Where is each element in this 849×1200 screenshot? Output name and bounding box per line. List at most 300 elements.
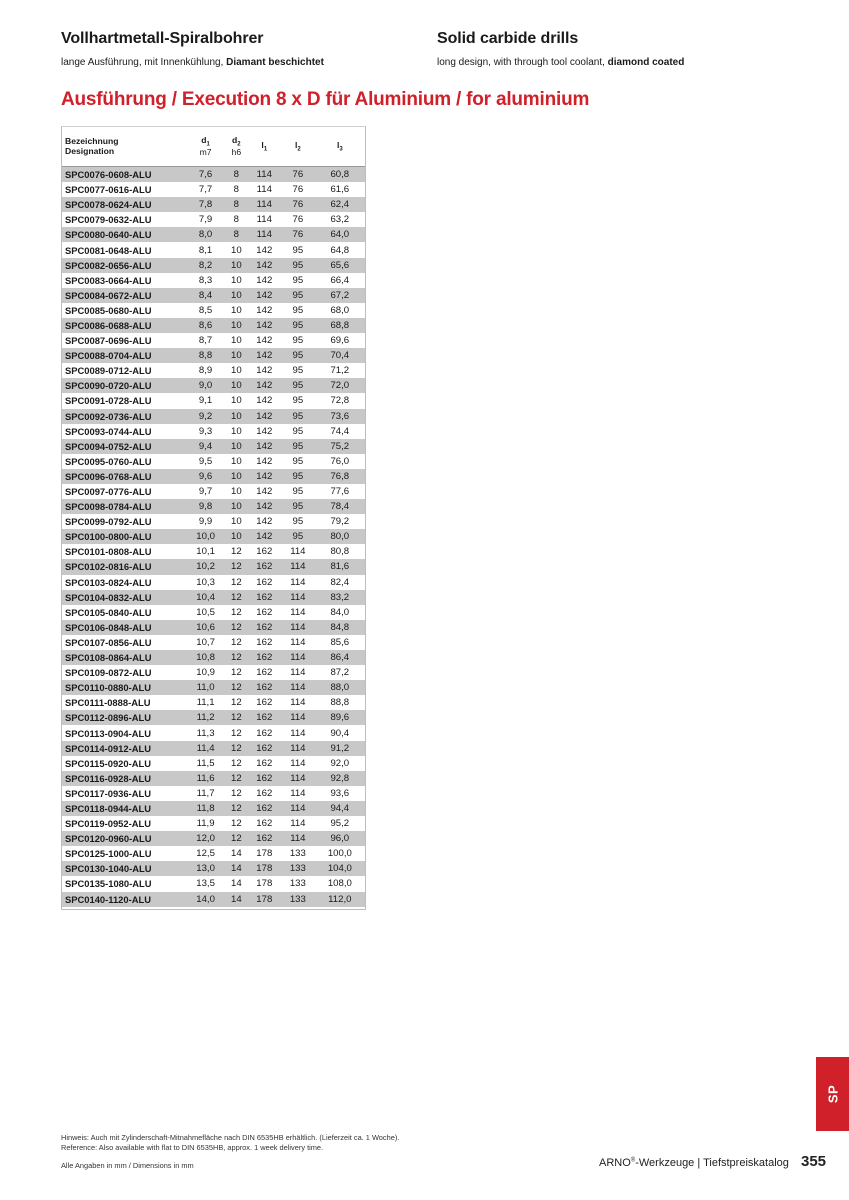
cell-l1: 142 — [256, 335, 273, 347]
cell-d1: 9,4 — [186, 439, 225, 454]
table-body — [61, 167, 365, 907]
table-row — [61, 695, 365, 710]
cell-l2: 76 — [292, 214, 304, 226]
cell-l2: 114 — [290, 576, 306, 588]
cell-d2: 10 — [231, 365, 242, 377]
cell-d1: 8,1 — [198, 244, 213, 256]
cell-designation: SPC0084-0672-ALU — [61, 288, 186, 303]
cell-l3: 81,6 — [315, 559, 365, 574]
cell-d2: 10 — [225, 439, 247, 454]
cell-designation: SPC0080-0640-ALU — [61, 227, 186, 242]
cell-l1: 142 — [248, 318, 282, 333]
cell-l1: 142 — [248, 499, 282, 514]
cell-designation: SPC0087-0696-ALU — [65, 335, 152, 347]
cell-designation: SPC0112-0896-ALU — [61, 710, 186, 725]
cell-designation: SPC0090-0720-ALU — [61, 378, 186, 393]
cell-l1: 142 — [248, 439, 282, 454]
cell-l2: 95 — [281, 318, 315, 333]
table-row — [61, 333, 365, 348]
cell-d1: 8,0 — [186, 227, 225, 242]
cell-l1: 142 — [256, 455, 273, 467]
cell-designation: SPC0115-0920-ALU — [65, 757, 151, 769]
cell-d1: 7,9 — [198, 214, 213, 226]
cell-d2: 12 — [225, 710, 247, 725]
cell-l3: 68,0 — [330, 304, 350, 316]
cell-designation: SPC0093-0744-ALU — [65, 425, 152, 437]
table-row — [61, 876, 365, 891]
table-row — [61, 197, 365, 212]
table-row — [61, 529, 365, 544]
cell-d2: 12 — [225, 650, 247, 665]
footer-note-de: Hinweis: Auch mit Zylinderschaft-Mitnahmefläche nach DIN 6535HB erhältlich. (Lieferzeit ca. 1 Woche). — [61, 1133, 400, 1142]
cell-designation: SPC0096-0768-ALU — [61, 469, 186, 484]
col-d2-tol: h6 — [231, 147, 242, 158]
cell-l1: 162 — [248, 710, 282, 725]
subtitle-de-plain: lange Ausführung, mit Innenkühlung, — [61, 57, 227, 68]
cell-d1: 7,8 — [186, 197, 225, 212]
cell-l3: 89,6 — [315, 710, 365, 725]
table-row — [61, 167, 365, 183]
title-en: Solid carbide drills — [437, 30, 579, 47]
cell-d2: 10 — [225, 409, 247, 424]
cell-l2: 95 — [281, 499, 315, 514]
cell-l3: 91,2 — [315, 741, 365, 756]
cell-l3: 60,8 — [315, 167, 365, 183]
cell-l2: 95 — [281, 258, 315, 273]
cell-l2: 114 — [290, 818, 306, 830]
table-row — [61, 409, 365, 424]
cell-d2: 12 — [231, 757, 242, 769]
cell-l3: 74,4 — [330, 425, 350, 437]
cell-d1: 10,7 — [196, 636, 215, 648]
cell-l3: 77,6 — [330, 486, 350, 498]
cell-l2: 114 — [281, 680, 315, 695]
table-row — [61, 846, 365, 861]
cell-designation: SPC0114-0912-ALU — [61, 741, 186, 756]
table-row — [61, 710, 365, 725]
cell-l3: 88,8 — [330, 697, 350, 709]
col-l2-label: l — [294, 139, 298, 150]
table-row — [61, 590, 365, 605]
cell-l2: 114 — [290, 667, 306, 679]
cell-l2: 95 — [281, 529, 315, 544]
cell-l3: 76,8 — [315, 469, 365, 484]
table-row — [61, 424, 365, 439]
cell-designation: SPC0108-0864-ALU — [61, 650, 186, 665]
col-d2 — [225, 126, 247, 167]
cell-l2: 95 — [292, 486, 304, 498]
brand-name: ARNO — [599, 1157, 631, 1169]
cell-l1: 162 — [256, 546, 273, 558]
cell-l1: 142 — [248, 409, 282, 424]
cell-l1: 162 — [248, 680, 282, 695]
cell-l3: 64,8 — [330, 244, 350, 256]
cell-l1: 142 — [256, 395, 273, 407]
cell-l1: 162 — [248, 771, 282, 786]
cell-d2: 12 — [231, 818, 242, 830]
cell-l2: 95 — [292, 395, 304, 407]
cell-designation: SPC0099-0792-ALU — [65, 516, 152, 528]
cell-d1: 13,5 — [196, 878, 215, 890]
cell-l3: 79,2 — [330, 516, 350, 528]
col-designation-de: Bezeichnung — [65, 136, 119, 146]
table-row — [61, 318, 365, 333]
cell-d2: 8 — [225, 227, 247, 242]
cell-designation: SPC0135-1080-ALU — [65, 878, 152, 890]
cell-d1: 11,7 — [196, 787, 215, 799]
cell-l3: 64,0 — [315, 227, 365, 242]
cell-d1: 9,8 — [186, 499, 225, 514]
cell-d2: 12 — [231, 606, 242, 618]
cell-l3: 70,4 — [315, 348, 365, 363]
cell-designation: SPC0091-0728-ALU — [65, 395, 152, 407]
cell-designation: SPC0100-0800-ALU — [61, 529, 186, 544]
cell-designation: SPC0140-1120-ALU — [61, 892, 186, 907]
cell-l2: 114 — [281, 710, 315, 725]
cell-l1: 162 — [248, 741, 282, 756]
cell-d1: 8,3 — [198, 274, 213, 286]
cell-l3: 94,4 — [315, 801, 365, 816]
cell-l3: 96,0 — [315, 831, 365, 846]
col-d1-label: d — [201, 134, 207, 145]
subtitle-en-bold: diamond coated — [607, 57, 685, 68]
cell-l1: 178 — [256, 878, 273, 890]
cell-d1: 7,6 — [186, 167, 225, 183]
cell-l1: 178 — [248, 861, 282, 876]
cell-d1: 9,0 — [186, 378, 225, 393]
cell-d1: 9,7 — [198, 486, 213, 498]
cell-d2: 14 — [225, 861, 247, 876]
cell-l2: 114 — [290, 606, 306, 618]
col-d1-sub: 1 — [206, 141, 210, 148]
cell-d1: 10,4 — [186, 590, 225, 605]
cell-l2: 133 — [281, 861, 315, 876]
cell-l3: 84,8 — [315, 620, 365, 635]
cell-d2: 10 — [231, 395, 242, 407]
table-row — [61, 575, 365, 590]
table-row — [61, 831, 365, 846]
cell-l1: 142 — [256, 274, 273, 286]
cell-l3: 68,8 — [315, 318, 365, 333]
cell-l3: 100,0 — [327, 848, 352, 860]
cell-l3: 61,6 — [330, 184, 350, 196]
col-l1-label: l — [261, 139, 264, 150]
cell-designation: SPC0119-0952-ALU — [65, 818, 151, 830]
cell-l1: 142 — [256, 365, 273, 377]
col-l3-sub: 3 — [339, 146, 343, 153]
cell-l3: 73,6 — [315, 409, 365, 424]
table-row — [61, 348, 365, 363]
cell-l1: 142 — [256, 486, 273, 498]
cell-designation: SPC0081-0648-ALU — [65, 244, 152, 256]
cell-l2: 95 — [281, 409, 315, 424]
cell-d1: 8,2 — [186, 258, 225, 273]
cell-d2: 10 — [231, 455, 242, 467]
cell-l1: 162 — [248, 590, 282, 605]
table-row — [61, 514, 365, 529]
cell-l2: 95 — [292, 455, 304, 467]
footer-note-en: Reference: Also available with flat to DIN 6535HB, approx. 1 week delivery time. — [61, 1143, 324, 1152]
cell-d1: 11,6 — [186, 771, 225, 786]
section-tab-label: SP — [825, 1084, 840, 1104]
cell-d2: 14 — [231, 878, 242, 890]
col-designation — [61, 126, 186, 167]
cell-designation: SPC0105-0840-ALU — [65, 606, 152, 618]
cell-d2: 8 — [233, 214, 239, 226]
cell-d1: 9,5 — [198, 455, 213, 467]
table-row — [61, 861, 365, 876]
cell-l2: 95 — [292, 516, 304, 528]
cell-l2: 114 — [290, 546, 306, 558]
cell-d2: 10 — [225, 348, 247, 363]
cell-designation: SPC0116-0928-ALU — [61, 771, 186, 786]
cell-d2: 10 — [225, 529, 247, 544]
cell-l2: 114 — [281, 741, 315, 756]
cell-d1: 14,0 — [186, 892, 225, 907]
col-d1-tol: m7 — [199, 147, 212, 158]
table-row — [61, 756, 365, 771]
cell-l1: 142 — [248, 288, 282, 303]
cell-d2: 12 — [225, 801, 247, 816]
cell-l3: 112,0 — [315, 892, 365, 907]
cell-l3: 90,4 — [330, 727, 350, 739]
brand-catalog: -Werkzeuge | Tiefstpreiskatalog — [635, 1157, 789, 1169]
cell-designation: SPC0095-0760-ALU — [65, 455, 152, 467]
subtitle-en — [437, 57, 684, 68]
table-row — [61, 242, 365, 257]
cell-l1: 142 — [248, 348, 282, 363]
col-l1 — [248, 126, 282, 167]
cell-d2: 10 — [225, 378, 247, 393]
cell-designation: SPC0101-0808-ALU — [65, 546, 152, 558]
table-row — [61, 620, 365, 635]
cell-l1: 142 — [248, 258, 282, 273]
product-table — [61, 126, 365, 907]
section-tab-sp[interactable] — [816, 1057, 849, 1131]
cell-designation: SPC0113-0904-ALU — [65, 727, 151, 739]
cell-l3: 108,0 — [327, 878, 352, 890]
col-l1-sub: 1 — [263, 146, 268, 153]
cell-l1: 162 — [248, 650, 282, 665]
col-d2-label: d — [232, 134, 238, 145]
cell-l2: 114 — [290, 727, 306, 739]
cell-designation: SPC0085-0680-ALU — [65, 304, 152, 316]
cell-d2: 12 — [231, 667, 242, 679]
cell-l3: 67,2 — [315, 288, 365, 303]
cell-d2: 10 — [231, 486, 242, 498]
cell-d1: 11,5 — [196, 757, 215, 769]
cell-l2: 95 — [281, 439, 315, 454]
cell-l1: 114 — [248, 197, 282, 212]
cell-d2: 12 — [225, 680, 247, 695]
cell-d2: 10 — [231, 304, 242, 316]
cell-l1: 162 — [256, 606, 273, 618]
cell-d2: 10 — [231, 244, 242, 256]
cell-designation: SPC0117-0936-ALU — [65, 787, 151, 799]
table-row — [61, 454, 365, 469]
cell-d2: 12 — [225, 771, 247, 786]
cell-d1: 12,0 — [186, 831, 225, 846]
cell-l1: 162 — [256, 818, 273, 830]
cell-d1: 11,2 — [186, 710, 225, 725]
cell-l3: 88,0 — [315, 680, 365, 695]
table-row — [61, 559, 365, 574]
cell-l3: 76,0 — [330, 455, 350, 467]
cell-d1: 12,5 — [196, 848, 215, 860]
cell-d1: 10,9 — [196, 667, 215, 679]
table-row — [61, 288, 365, 303]
cell-l1: 142 — [256, 244, 273, 256]
cell-d2: 12 — [225, 741, 247, 756]
cell-l3: 63,2 — [330, 214, 350, 226]
cell-l3: 71,2 — [330, 365, 350, 377]
cell-d2: 12 — [231, 697, 242, 709]
cell-l2: 95 — [281, 469, 315, 484]
table-row — [61, 273, 365, 288]
cell-d1: 10,0 — [186, 529, 225, 544]
cell-designation: SPC0097-0776-ALU — [65, 486, 152, 498]
cell-designation: SPC0086-0688-ALU — [61, 318, 186, 333]
cell-l2: 114 — [281, 801, 315, 816]
cell-d1: 8,7 — [198, 335, 213, 347]
cell-d2: 12 — [225, 831, 247, 846]
cell-l1: 162 — [256, 636, 273, 648]
table-row — [61, 544, 365, 559]
cell-l1: 114 — [256, 214, 272, 226]
footer-dimensions: Alle Angaben in mm / Dimensions in mm — [61, 1161, 194, 1170]
cell-l1: 178 — [256, 848, 273, 860]
cell-d2: 12 — [225, 559, 247, 574]
cell-l1: 114 — [248, 167, 282, 183]
cell-designation: SPC0079-0632-ALU — [65, 214, 152, 226]
cell-l2: 114 — [281, 650, 315, 665]
cell-designation: SPC0106-0848-ALU — [61, 620, 186, 635]
cell-designation: SPC0078-0624-ALU — [61, 197, 186, 212]
cell-d2: 8 — [233, 184, 239, 196]
table-row — [61, 665, 365, 680]
cell-d1: 10,6 — [186, 620, 225, 635]
cell-l3: 86,4 — [315, 650, 365, 665]
cell-l3: 84,0 — [330, 606, 350, 618]
table-row — [61, 801, 365, 816]
cell-l2: 95 — [292, 365, 304, 377]
table-row — [61, 741, 365, 756]
cell-l3: 87,2 — [330, 667, 350, 679]
cell-l3: 93,6 — [330, 787, 350, 799]
cell-d2: 12 — [231, 546, 242, 558]
cell-l3: 83,2 — [315, 590, 365, 605]
cell-l1: 142 — [256, 425, 273, 437]
cell-d2: 8 — [225, 167, 247, 183]
subtitle-en-plain: long design, with through tool coolant, — [437, 57, 608, 68]
cell-designation: SPC0092-0736-ALU — [61, 409, 186, 424]
cell-l2: 114 — [290, 757, 306, 769]
cell-l2: 114 — [281, 831, 315, 846]
cell-d1: 11,1 — [196, 697, 215, 709]
cell-designation: SPC0077-0616-ALU — [65, 184, 152, 196]
cell-d1: 11,9 — [196, 818, 215, 830]
cell-l1: 142 — [248, 529, 282, 544]
cell-d1: 8,4 — [186, 288, 225, 303]
subtitle-de — [61, 57, 324, 68]
cell-l1: 162 — [248, 620, 282, 635]
table-row — [61, 484, 365, 499]
cell-l1: 114 — [256, 184, 272, 196]
col-l2 — [281, 126, 315, 167]
table-row — [61, 605, 365, 620]
col-l3 — [315, 126, 365, 167]
cell-l2: 95 — [281, 348, 315, 363]
cell-designation: SPC0120-0960-ALU — [61, 831, 186, 846]
cell-d1: 8,6 — [186, 318, 225, 333]
subtitle-de-bold: Diamant beschichtet — [226, 57, 324, 68]
cell-l2: 114 — [290, 787, 306, 799]
table-row — [61, 303, 365, 318]
cell-l2: 76 — [281, 167, 315, 183]
table-row — [61, 816, 365, 831]
cell-d1: 8,8 — [186, 348, 225, 363]
table-row — [61, 635, 365, 650]
cell-d1: 9,2 — [186, 409, 225, 424]
cell-designation: SPC0111-0888-ALU — [65, 697, 151, 709]
cell-d2: 8 — [225, 197, 247, 212]
title-de: Vollhartmetall-Spiralbohrer — [61, 30, 264, 47]
cell-designation: SPC0118-0944-ALU — [61, 801, 186, 816]
table-row — [61, 680, 365, 695]
cell-l2: 114 — [290, 697, 306, 709]
col-d2-sub: 2 — [237, 141, 241, 148]
cell-designation: SPC0103-0824-ALU — [65, 576, 152, 588]
cell-l2: 114 — [281, 620, 315, 635]
cell-l3: 66,4 — [330, 274, 350, 286]
cell-d2: 12 — [225, 590, 247, 605]
cell-l1: 142 — [248, 378, 282, 393]
cell-l1: 162 — [248, 831, 282, 846]
table-row — [61, 182, 365, 197]
table-header-row — [61, 126, 365, 167]
page-number: 355 — [801, 1153, 827, 1170]
cell-d1: 11,4 — [186, 741, 225, 756]
cell-l3: 95,2 — [330, 818, 350, 830]
table-row — [61, 393, 365, 408]
cell-l3: 80,0 — [315, 529, 365, 544]
cell-d1: 10,1 — [196, 546, 215, 558]
cell-l3: 80,8 — [330, 546, 350, 558]
cell-d1: 11,3 — [196, 727, 215, 739]
cell-l2: 95 — [281, 378, 315, 393]
cell-l1: 162 — [256, 727, 273, 739]
cell-d1: 10,2 — [186, 559, 225, 574]
cell-d2: 10 — [231, 425, 242, 437]
cell-l3: 75,2 — [315, 439, 365, 454]
cell-d2: 14 — [231, 848, 242, 860]
cell-l2: 114 — [281, 590, 315, 605]
cell-l3: 62,4 — [315, 197, 365, 212]
cell-designation: SPC0110-0880-ALU — [61, 680, 186, 695]
table-row — [61, 892, 365, 907]
cell-l3: 72,8 — [330, 395, 350, 407]
col-l2-sub: 2 — [297, 146, 301, 153]
cell-l2: 95 — [281, 288, 315, 303]
cell-l2: 114 — [281, 771, 315, 786]
cell-d1: 7,7 — [198, 184, 213, 196]
cell-l2: 133 — [289, 878, 306, 890]
cell-designation: SPC0094-0752-ALU — [61, 439, 186, 454]
cell-designation: SPC0082-0656-ALU — [61, 258, 186, 273]
table-row — [61, 499, 365, 514]
cell-designation: SPC0102-0816-ALU — [61, 559, 186, 574]
cell-d1: 8,5 — [198, 304, 213, 316]
